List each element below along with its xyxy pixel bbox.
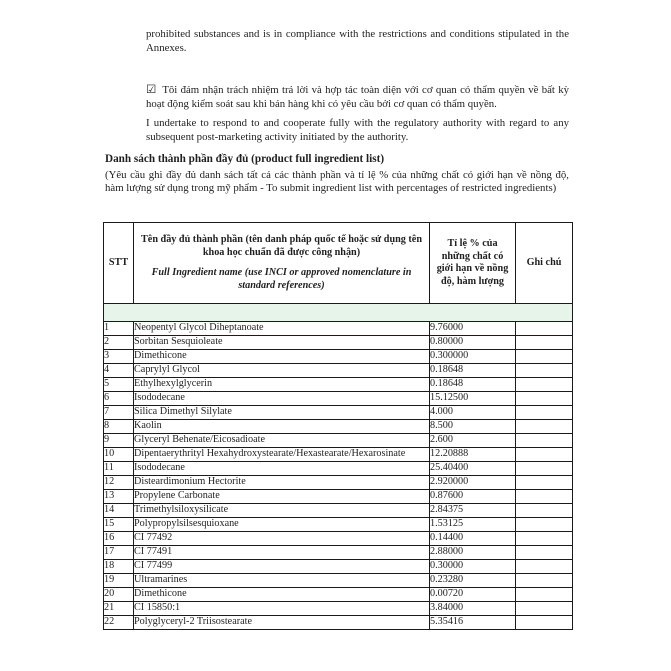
ingredient-stt: 3 [104,350,134,364]
paragraph-undertake-vietnamese [146,84,569,111]
ingredient-stt: 20 [104,588,134,602]
ingredient-stt: 14 [104,504,134,518]
ingredient-percent: 3.84000 [430,602,516,616]
ingredient-name: Dipentaerythrityl Hexahydroxystearate/Hexastearate/Hexarosinate [134,448,430,462]
ingredient-stt: 19 [104,574,134,588]
ingredient-row [104,518,573,532]
ingredient-row [104,420,573,434]
ingredient-name: Dimethicone [134,350,430,364]
ingredient-stt: 15 [104,518,134,532]
ingredient-note [516,504,573,518]
ingredient-row [104,532,573,546]
column-header-percent: Tỉ lệ % của những chất có giới hạn về nồng độ, hàm lượng [430,223,516,304]
ingredient-row [104,476,573,490]
ingredient-name: Caprylyl Glycol [134,364,430,378]
ingredient-percent: 0.80000 [430,336,516,350]
ingredient-note [516,616,573,630]
ingredient-row [104,588,573,602]
ingredient-note [516,462,573,476]
ingredient-percent: 2.84375 [430,504,516,518]
ingredient-note [516,602,573,616]
ingredient-name: Disteardimonium Hectorite [134,476,430,490]
ingredient-note [516,406,573,420]
ingredient-stt: 5 [104,378,134,392]
ingredient-percent: 0.300000 [430,350,516,364]
ingredient-stt: 13 [104,490,134,504]
highlighted-empty-cell [104,304,573,322]
ingredient-row [104,616,573,630]
ingredient-row [104,392,573,406]
ingredient-percent: 0.18648 [430,364,516,378]
ingredient-note [516,476,573,490]
ingredient-row [104,322,573,336]
ingredient-row [104,546,573,560]
ingredient-percent: 8.500 [430,420,516,434]
ingredient-percent: 0.00720 [430,588,516,602]
ingredient-row [104,434,573,448]
column-header-stt: STT [104,223,134,304]
ingredient-note [516,546,573,560]
ingredient-name: Glyceryl Behenate/Eicosadioate [134,434,430,448]
ingredient-name: Isododecane [134,462,430,476]
ingredient-note [516,560,573,574]
ingredient-table [103,222,573,630]
ingredient-name: Ultramarines [134,574,430,588]
ingredient-note [516,518,573,532]
ingredient-row [104,560,573,574]
ingredient-note [516,574,573,588]
ingredient-percent: 4.000 [430,406,516,420]
ingredient-name: CI 15850:1 [134,602,430,616]
ingredient-name: Isododecane [134,392,430,406]
column-header-ingredient-name-en: Full Ingredient name (use INCI or approved nomenclature in standard references) [151,267,412,291]
ingredient-name: Propylene Carbonate [134,490,430,504]
ingredient-percent: 0.23280 [430,574,516,588]
ingredient-stt: 8 [104,420,134,434]
ingredient-row [104,364,573,378]
ingredient-name: Sorbitan Sesquioleate [134,336,430,350]
ingredient-percent: 5.35416 [430,616,516,630]
ingredient-name: CI 77492 [134,532,430,546]
ingredient-note [516,350,573,364]
ingredient-name: Polypropylsilsesquioxane [134,518,430,532]
ingredient-percent: 25.40400 [430,462,516,476]
ingredient-note [516,490,573,504]
ingredient-note [516,392,573,406]
highlighted-empty-row [104,304,573,322]
checked-checkbox-icon: ☑ [146,84,157,96]
ingredient-name: Polyglyceryl-2 Triisostearate [134,616,430,630]
ingredient-percent: 0.14400 [430,532,516,546]
ingredient-note [516,420,573,434]
ingredient-percent: 0.18648 [430,378,516,392]
ingredient-row [104,462,573,476]
ingredient-percent: 0.87600 [430,490,516,504]
ingredient-note [516,434,573,448]
ingredient-row [104,406,573,420]
ingredient-stt: 4 [104,364,134,378]
ingredient-name: CI 77491 [134,546,430,560]
ingredient-stt: 22 [104,616,134,630]
ingredient-percent: 15.12500 [430,392,516,406]
ingredient-name: Trimethylsiloxysilicate [134,504,430,518]
ingredient-stt: 6 [104,392,134,406]
ingredient-percent: 12.20888 [430,448,516,462]
ingredient-percent: 2.600 [430,434,516,448]
ingredient-row [104,602,573,616]
ingredient-row [104,574,573,588]
ingredient-name: Ethylhexylglycerin [134,378,430,392]
ingredient-stt: 16 [104,532,134,546]
ingredient-row [104,336,573,350]
ingredient-name: Silica Dimethyl Silylate [134,406,430,420]
ingredient-stt: 10 [104,448,134,462]
paragraph-compliance: prohibited substances and is in compliance with the restrictions and conditions stipulated in the Annexes. [146,28,569,54]
column-header-ingredient-name [134,223,430,304]
ingredient-row [104,378,573,392]
ingredient-row [104,504,573,518]
column-header-note: Ghi chú [516,223,573,304]
ingredient-name: CI 77499 [134,560,430,574]
ingredient-note [516,378,573,392]
column-header-ingredient-name-vi: Tên đầy đủ thành phần (tên danh pháp quốc tế hoặc sử dụng tên khoa học chuẩn đã được công nhận) [141,234,422,258]
ingredient-note [516,364,573,378]
ingredient-percent: 1.53125 [430,518,516,532]
ingredient-stt: 7 [104,406,134,420]
ingredient-name: Neopentyl Glycol Diheptanoate [134,322,430,336]
section-heading-ingredient-list: Danh sách thành phần đầy đủ (product full ingredient list) [105,153,385,165]
ingredient-stt: 11 [104,462,134,476]
ingredient-note [516,336,573,350]
table-header-row [104,223,573,304]
ingredient-note [516,588,573,602]
paragraph-undertake-vietnamese-text: Tôi đảm nhận trách nhiệm trả lời và hợp tác toàn diện với cơ quan có thẩm quyền về bất kỳ hoạt động kiểm soát sau khi bán hàng khi có yêu cầu bởi cơ quan có thẩm quyền. [146,84,569,110]
ingredient-stt: 1 [104,322,134,336]
ingredient-percent: 0.30000 [430,560,516,574]
ingredient-stt: 17 [104,546,134,560]
ingredient-name: Kaolin [134,420,430,434]
ingredient-stt: 21 [104,602,134,616]
ingredient-stt: 12 [104,476,134,490]
ingredient-stt: 9 [104,434,134,448]
ingredient-percent: 9.76000 [430,322,516,336]
ingredient-row [104,490,573,504]
ingredient-note [516,448,573,462]
ingredient-percent: 2.88000 [430,546,516,560]
ingredient-stt: 18 [104,560,134,574]
ingredient-stt: 2 [104,336,134,350]
ingredient-name: Dimethicone [134,588,430,602]
ingredient-note [516,322,573,336]
ingredient-row [104,448,573,462]
paragraph-undertake-english: I undertake to respond to and cooperate fully with the regulatory authority with regard to any subsequent post-marketing activity initiated by the authority. [146,117,569,143]
ingredient-row [104,350,573,364]
ingredient-percent: 2.920000 [430,476,516,490]
section-note-ingredient-list: (Yêu cầu ghi đầy đủ danh sách tất cả các thành phần và tỉ lệ % của những chất có giới hạn về nồng độ, hàm lượng sử dụng trong mỹ phẩm - To submit ingredient list with percentages of restricted ingredients) [105,169,569,195]
ingredient-note [516,532,573,546]
